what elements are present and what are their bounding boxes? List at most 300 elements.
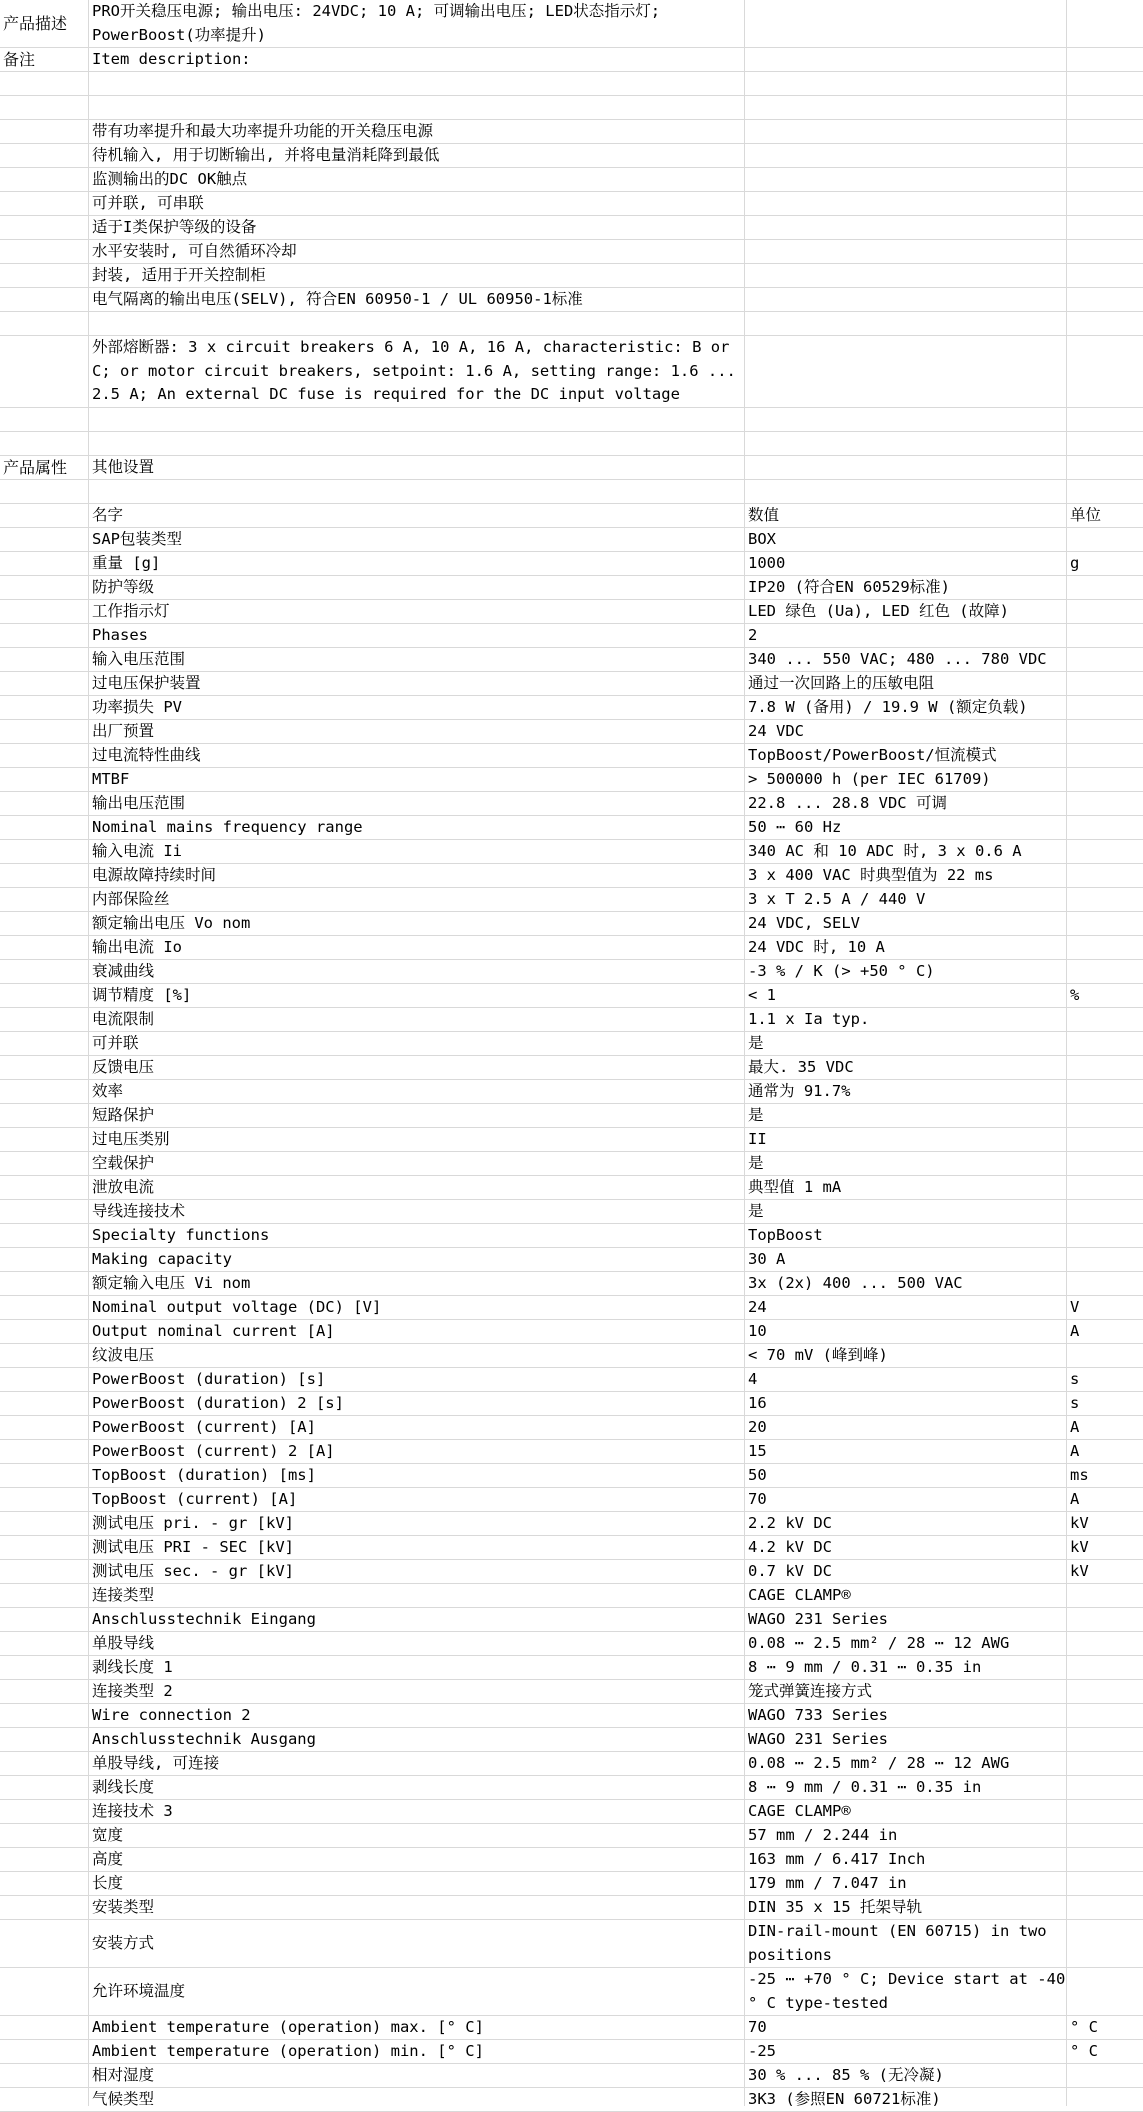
feature-row (0, 288, 1143, 312)
property-name: Wire connection 2 (89, 1703, 745, 1727)
property-unit (1067, 599, 1143, 623)
column-header-unit: 单位 (1067, 503, 1143, 527)
table-row (0, 1295, 1143, 1319)
property-unit: A (1067, 1439, 1143, 1463)
property-name: 输出电流 Io (89, 935, 745, 959)
property-unit (1067, 1055, 1143, 1079)
property-unit (1067, 1199, 1143, 1223)
property-name: 高度 (89, 1847, 745, 1871)
table-row (0, 719, 1143, 743)
property-unit (1067, 1775, 1143, 1799)
table-row (0, 1727, 1143, 1751)
property-name: PowerBoost (current) [A] (89, 1415, 745, 1439)
table-row (0, 1007, 1143, 1031)
property-value: 3 x 400 VAC 时典型值为 22 ms (745, 863, 1067, 887)
property-unit: s (1067, 1391, 1143, 1415)
property-unit (1067, 1631, 1143, 1655)
table-row (0, 839, 1143, 863)
property-name: 连接技术 3 (89, 1799, 745, 1823)
property-name: 输入电流 Ii (89, 839, 745, 863)
property-unit (1067, 1727, 1143, 1751)
feature-row (0, 216, 1143, 240)
table-row (0, 1655, 1143, 1679)
property-name: 电源故障持续时间 (89, 863, 745, 887)
property-value: 24 VDC (745, 719, 1067, 743)
property-unit (1067, 1968, 1143, 2016)
property-name: 额定输入电压 Vi nom (89, 1271, 745, 1295)
property-value: < 1 (745, 983, 1067, 1007)
property-value: 3 x T 2.5 A / 440 V (745, 887, 1067, 911)
property-name: TopBoost (current) [A] (89, 1487, 745, 1511)
property-name: 纹波电压 (89, 1343, 745, 1367)
property-name: 相对湿度 (89, 2064, 745, 2088)
property-value-line-1: -25 ⋯ +70 ° C; Device start at -40 (748, 1970, 1066, 1989)
table-row (0, 1679, 1143, 1703)
blank-row (0, 431, 1143, 455)
properties-label: 产品属性 (0, 455, 89, 479)
property-value: TopBoost (745, 1223, 1067, 1247)
table-row (0, 1247, 1143, 1271)
property-name: 空载保护 (89, 1151, 745, 1175)
property-unit: A (1067, 1319, 1143, 1343)
table-row (0, 1031, 1143, 1055)
property-unit (1067, 575, 1143, 599)
feature-text: 监测输出的DC OK触点 (89, 168, 745, 192)
property-name: 出厂预置 (89, 719, 745, 743)
property-unit (1067, 695, 1143, 719)
property-value: 4.2 kV DC (745, 1535, 1067, 1559)
property-value: 340 ... 550 VAC; 480 ... 780 VDC (745, 647, 1067, 671)
property-value: CAGE CLAMP® (745, 1583, 1067, 1607)
property-unit (1067, 1103, 1143, 1127)
description-label: 产品描述 (0, 0, 89, 48)
property-value: 50 (745, 1463, 1067, 1487)
table-row (0, 1271, 1143, 1295)
blank-row (0, 72, 1143, 96)
property-name: 气候类型 (89, 2088, 745, 2112)
property-value: 0.7 kV DC (745, 1559, 1067, 1583)
property-unit: kV (1067, 1511, 1143, 1535)
description-line-2: PowerBoost(功率提升) (92, 25, 266, 44)
property-value (745, 1919, 1067, 1967)
property-value: TopBoost/PowerBoost/恒流模式 (745, 743, 1067, 767)
property-value: 179 mm / 7.047 in (745, 1871, 1067, 1895)
property-value: WAGO 733 Series (745, 1703, 1067, 1727)
table-row (0, 1055, 1143, 1079)
description-row (0, 0, 1143, 48)
property-name: 长度 (89, 1871, 745, 1895)
property-name: 调节精度 [%] (89, 983, 745, 1007)
property-unit: ° C (1067, 2016, 1143, 2040)
property-value: IP20 (符合EN 60529标准) (745, 575, 1067, 599)
property-name: 安装方式 (89, 1919, 745, 1967)
feature-text: 水平安装时, 可自然循环冷却 (89, 240, 745, 264)
property-name: 防护等级 (89, 575, 745, 599)
property-value: -3 % / K (> +50 ° C) (745, 959, 1067, 983)
property-value: 20 (745, 1415, 1067, 1439)
property-name: 剥线长度 1 (89, 1655, 745, 1679)
table-row (0, 1199, 1143, 1223)
table-row (0, 887, 1143, 911)
property-unit (1067, 1895, 1143, 1919)
property-value: LED 绿色 (Ua), LED 红色 (故障) (745, 599, 1067, 623)
table-row (0, 983, 1143, 1007)
description-text (89, 0, 745, 48)
property-value: 通过一次回路上的压敏电阻 (745, 671, 1067, 695)
property-name: 工作指示灯 (89, 599, 745, 623)
table-row (0, 1559, 1143, 1583)
property-value: 24 (745, 1295, 1067, 1319)
property-value: 70 (745, 1487, 1067, 1511)
fuse-note-row (0, 336, 1143, 408)
table-row (0, 1343, 1143, 1367)
property-name: 过电压类别 (89, 1127, 745, 1151)
property-name: 导线连接技术 (89, 1199, 745, 1223)
item-description: Item description: (89, 48, 745, 72)
property-value: 24 VDC 时, 10 A (745, 935, 1067, 959)
property-unit (1067, 1127, 1143, 1151)
property-name: 剥线长度 (89, 1775, 745, 1799)
property-value: 22.8 ... 28.8 VDC 可调 (745, 791, 1067, 815)
property-name: 内部保险丝 (89, 887, 745, 911)
property-name: 允许环境温度 (89, 1968, 745, 2016)
table-row (0, 1439, 1143, 1463)
property-unit (1067, 527, 1143, 551)
property-name: SAP包装类型 (89, 527, 745, 551)
property-name: Nominal mains frequency range (89, 815, 745, 839)
property-name: Ambient temperature (operation) min. [° C] (89, 2040, 745, 2064)
table-row (0, 527, 1143, 551)
properties-row (0, 455, 1143, 479)
property-name: PowerBoost (duration) 2 [s] (89, 1391, 745, 1415)
blank-row (0, 479, 1143, 503)
property-name: Anschlusstechnik Ausgang (89, 1727, 745, 1751)
property-name: Making capacity (89, 1247, 745, 1271)
property-name: 反馈电压 (89, 1055, 745, 1079)
table-row (0, 2016, 1143, 2040)
table-row (0, 2064, 1143, 2088)
property-name: Output nominal current [A] (89, 1319, 745, 1343)
property-unit (1067, 767, 1143, 791)
property-unit (1067, 719, 1143, 743)
property-unit: ms (1067, 1463, 1143, 1487)
property-unit (1067, 935, 1143, 959)
property-name: 效率 (89, 1079, 745, 1103)
blank-row (0, 407, 1143, 431)
property-unit (1067, 1031, 1143, 1055)
table-header-row (0, 503, 1143, 527)
table-row (0, 1607, 1143, 1631)
property-unit (1067, 1079, 1143, 1103)
property-name: 过电压保护装置 (89, 671, 745, 695)
table-row (0, 1487, 1143, 1511)
property-name: 过电流特性曲线 (89, 743, 745, 767)
table-row (0, 1223, 1143, 1247)
property-unit (1067, 863, 1143, 887)
table-row (0, 1175, 1143, 1199)
table-row (0, 1127, 1143, 1151)
feature-text: 封装, 适用于开关控制柜 (89, 264, 745, 288)
property-unit (1067, 815, 1143, 839)
property-name: MTBF (89, 767, 745, 791)
table-row (0, 743, 1143, 767)
feature-row (0, 192, 1143, 216)
property-unit (1067, 1919, 1143, 1967)
table-row (0, 1583, 1143, 1607)
table-row (0, 1751, 1143, 1775)
property-unit (1067, 1799, 1143, 1823)
property-name: 可并联 (89, 1031, 745, 1055)
property-value: 典型值 1 mA (745, 1175, 1067, 1199)
property-name: PowerBoost (current) 2 [A] (89, 1439, 745, 1463)
property-unit: V (1067, 1295, 1143, 1319)
property-value: 8 ⋯ 9 mm / 0.31 ⋯ 0.35 in (745, 1775, 1067, 1799)
properties-value: 其他设置 (89, 455, 745, 479)
property-unit (1067, 671, 1143, 695)
table-row (0, 1463, 1143, 1487)
property-value: 是 (745, 1103, 1067, 1127)
table-row (0, 1511, 1143, 1535)
property-value: 16 (745, 1391, 1067, 1415)
blank-row (0, 96, 1143, 120)
property-value: 是 (745, 1199, 1067, 1223)
property-unit (1067, 647, 1143, 671)
property-unit: g (1067, 551, 1143, 575)
property-value: WAGO 231 Series (745, 1727, 1067, 1751)
table-row (0, 1535, 1143, 1559)
table-row (0, 671, 1143, 695)
property-name: 测试电压 sec. - gr [kV] (89, 1559, 745, 1583)
property-unit (1067, 1823, 1143, 1847)
property-value: 163 mm / 6.417 Inch (745, 1847, 1067, 1871)
property-value: 70 (745, 2016, 1067, 2040)
property-value: 3x (2x) 400 ... 500 VAC (745, 1271, 1067, 1295)
property-unit (1067, 2088, 1143, 2112)
property-value: 1000 (745, 551, 1067, 575)
property-unit (1067, 1247, 1143, 1271)
property-name: TopBoost (duration) [ms] (89, 1463, 745, 1487)
feature-text: 可并联, 可串联 (89, 192, 745, 216)
feature-row (0, 120, 1143, 144)
remarks-row (0, 48, 1143, 72)
table-row (0, 1151, 1143, 1175)
property-unit (1067, 1223, 1143, 1247)
property-value: 24 VDC, SELV (745, 911, 1067, 935)
feature-row (0, 264, 1143, 288)
property-value: > 500000 h (per IEC 61709) (745, 767, 1067, 791)
property-unit: % (1067, 983, 1143, 1007)
property-name: 安装类型 (89, 1895, 745, 1919)
property-value: 10 (745, 1319, 1067, 1343)
feature-text: 带有功率提升和最大功率提升功能的开关稳压电源 (89, 120, 745, 144)
property-name: Anschlusstechnik Eingang (89, 1607, 745, 1631)
property-name: 单股导线, 可连接 (89, 1751, 745, 1775)
property-value: 0.08 ⋯ 2.5 mm² / 28 ⋯ 12 AWG (745, 1631, 1067, 1655)
property-value: 30 % ... 85 % (无冷凝) (745, 2064, 1067, 2088)
property-unit (1067, 959, 1143, 983)
property-name: 输出电压范围 (89, 791, 745, 815)
table-row (0, 1823, 1143, 1847)
property-value: II (745, 1127, 1067, 1151)
property-unit (1067, 2064, 1143, 2088)
property-name: 输入电压范围 (89, 647, 745, 671)
property-value: -25 (745, 2040, 1067, 2064)
table-row (0, 1079, 1143, 1103)
property-name: 电流限制 (89, 1007, 745, 1031)
property-name: 连接类型 (89, 1583, 745, 1607)
property-value: DIN 35 x 15 托架导轨 (745, 1895, 1067, 1919)
property-unit: A (1067, 1487, 1143, 1511)
table-row (0, 1871, 1143, 1895)
property-value-line-2: positions (748, 1945, 832, 1964)
table-row (0, 1919, 1143, 1967)
property-value: 50 ⋯ 60 Hz (745, 815, 1067, 839)
property-value: 2 (745, 623, 1067, 647)
property-value: 7.8 W (备用) / 19.9 W (额定负载) (745, 695, 1067, 719)
column-header-value: 数值 (745, 503, 1067, 527)
property-unit (1067, 1655, 1143, 1679)
fuse-note-line1: 外部熔断器: 3 x circuit breakers 6 A, 10 A, 16 A, characteristic: B or (92, 338, 730, 357)
table-row (0, 647, 1143, 671)
table-row (0, 695, 1143, 719)
property-value: 3K3 (参照EN 60721标准) (745, 2088, 1067, 2112)
property-unit: kV (1067, 1559, 1143, 1583)
table-row (0, 1367, 1143, 1391)
property-value: WAGO 231 Series (745, 1607, 1067, 1631)
table-row (0, 1415, 1143, 1439)
property-value: 1.1 x Ia typ. (745, 1007, 1067, 1031)
property-name: 连接类型 2 (89, 1679, 745, 1703)
property-value: 是 (745, 1031, 1067, 1055)
property-value: CAGE CLAMP® (745, 1799, 1067, 1823)
table-row (0, 1631, 1143, 1655)
property-name: PowerBoost (duration) [s] (89, 1367, 745, 1391)
feature-text: 电气隔离的输出电压(SELV), 符合EN 60950-1 / UL 60950-1标准 (89, 288, 745, 312)
property-name: 短路保护 (89, 1103, 745, 1127)
property-unit (1067, 1847, 1143, 1871)
property-name: 重量 [g] (89, 551, 745, 575)
property-name: 功率损失 PV (89, 695, 745, 719)
table-row (0, 1799, 1143, 1823)
property-unit (1067, 1583, 1143, 1607)
property-unit: s (1067, 1367, 1143, 1391)
property-value: 最大. 35 VDC (745, 1055, 1067, 1079)
table-row (0, 791, 1143, 815)
property-value: 57 mm / 2.244 in (745, 1823, 1067, 1847)
property-unit (1067, 1343, 1143, 1367)
table-row (0, 863, 1143, 887)
property-value-line-1: DIN-rail-mount (EN 60715) in two (748, 1921, 1047, 1940)
table-row (0, 767, 1143, 791)
table-row (0, 2088, 1143, 2112)
property-unit (1067, 623, 1143, 647)
table-row (0, 1103, 1143, 1127)
feature-text: 待机输入, 用于切断输出, 并将电量消耗降到最低 (89, 144, 745, 168)
property-value: 2.2 kV DC (745, 1511, 1067, 1535)
property-value: 0.08 ⋯ 2.5 mm² / 28 ⋯ 12 AWG (745, 1751, 1067, 1775)
table-row (0, 1968, 1143, 2016)
table-row (0, 599, 1143, 623)
property-value: 笼式弹簧连接方式 (745, 1679, 1067, 1703)
fuse-note (89, 336, 745, 408)
property-unit (1067, 1151, 1143, 1175)
property-unit (1067, 791, 1143, 815)
remarks-label: 备注 (0, 48, 89, 72)
table-row (0, 815, 1143, 839)
property-unit (1067, 743, 1143, 767)
table-row (0, 1391, 1143, 1415)
property-unit (1067, 1607, 1143, 1631)
table-row (0, 575, 1143, 599)
table-row (0, 1319, 1143, 1343)
property-value: 30 A (745, 1247, 1067, 1271)
feature-row (0, 168, 1143, 192)
property-unit (1067, 1679, 1143, 1703)
property-value: 15 (745, 1439, 1067, 1463)
property-unit (1067, 911, 1143, 935)
property-value: 通常为 91.7% (745, 1079, 1067, 1103)
property-unit (1067, 887, 1143, 911)
property-name: Ambient temperature (operation) max. [° C] (89, 2016, 745, 2040)
property-unit: ° C (1067, 2040, 1143, 2064)
table-row (0, 2040, 1143, 2064)
feature-text: 适于I类保护等级的设备 (89, 216, 745, 240)
property-unit (1067, 1271, 1143, 1295)
property-name: Nominal output voltage (DC) [V] (89, 1295, 745, 1319)
description-line-1: PRO开关稳压电源; 输出电压: 24VDC; 10 A; 可调输出电压; LED状态指示灯; (92, 2, 661, 20)
property-value: < 70 mV (峰到峰) (745, 1343, 1067, 1367)
property-value (745, 1968, 1067, 2016)
property-unit (1067, 839, 1143, 863)
property-unit: A (1067, 1415, 1143, 1439)
table-row (0, 1847, 1143, 1871)
table-row (0, 1775, 1143, 1799)
property-name: 测试电压 pri. - gr [kV] (89, 1511, 745, 1535)
property-unit (1067, 1007, 1143, 1031)
property-value: 340 AC 和 10 ADC 时, 3 x 0.6 A (745, 839, 1067, 863)
property-name: 衰减曲线 (89, 959, 745, 983)
table-row (0, 623, 1143, 647)
blank-row (0, 312, 1143, 336)
table-row (0, 959, 1143, 983)
property-value: BOX (745, 527, 1067, 551)
property-value: 是 (745, 1151, 1067, 1175)
property-name: 单股导线 (89, 1631, 745, 1655)
property-unit (1067, 1703, 1143, 1727)
property-value-line-2: ° C type-tested (748, 1993, 888, 2012)
table-row (0, 1895, 1143, 1919)
fuse-note-line2: C; or motor circuit breakers, setpoint: 1.6 A, setting range: 1.6 ... (92, 361, 736, 380)
property-value: 4 (745, 1367, 1067, 1391)
fuse-note-line3: 2.5 A; An external DC fuse is required for the DC input voltage (92, 385, 680, 404)
property-name: 额定输出电压 Vo nom (89, 911, 745, 935)
table-row (0, 935, 1143, 959)
property-name: 测试电压 PRI - SEC [kV] (89, 1535, 745, 1559)
table-row (0, 551, 1143, 575)
property-unit (1067, 1175, 1143, 1199)
property-name: 泄放电流 (89, 1175, 745, 1199)
property-unit (1067, 1751, 1143, 1775)
feature-row (0, 144, 1143, 168)
property-name: Specialty functions (89, 1223, 745, 1247)
property-value: 8 ⋯ 9 mm / 0.31 ⋯ 0.35 in (745, 1655, 1067, 1679)
feature-row (0, 240, 1143, 264)
property-unit: kV (1067, 1535, 1143, 1559)
column-header-name: 名字 (89, 503, 745, 527)
table-row (0, 911, 1143, 935)
table-row (0, 1703, 1143, 1727)
property-name: 宽度 (89, 1823, 745, 1847)
